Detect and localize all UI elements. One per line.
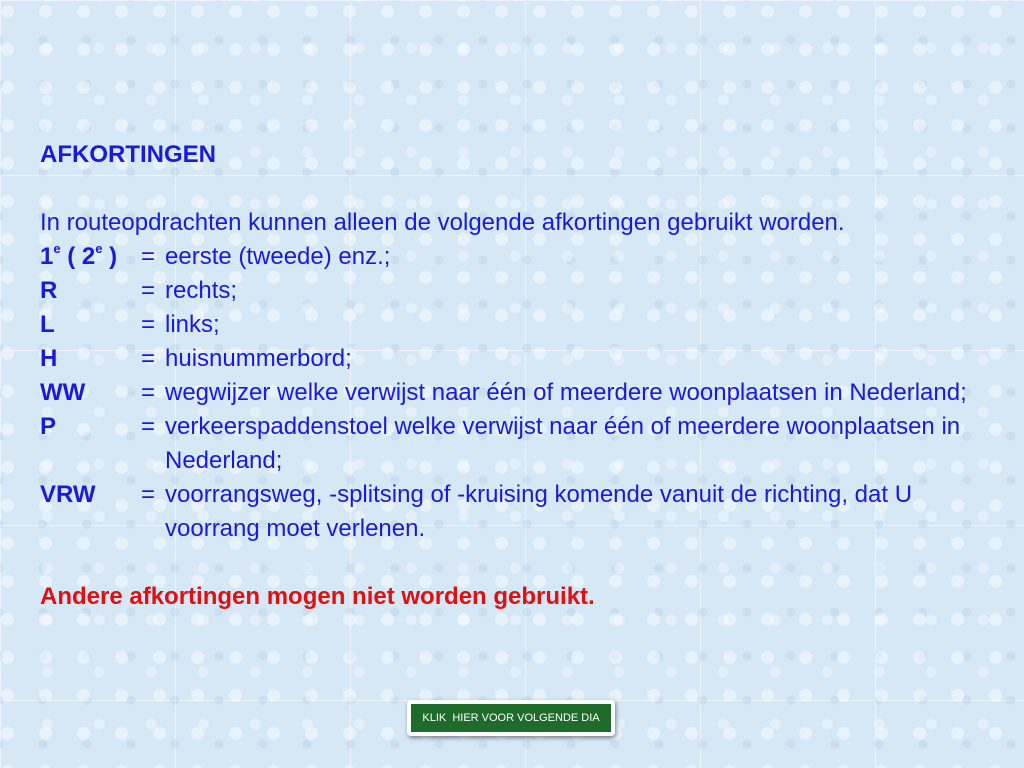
abbreviation-row [40,410,1010,478]
abbreviation-description: huisnummerbord; [165,345,352,372]
abbreviation-description: verkeerspaddenstoel welke verwijst naar één of meerdere woonplaatsen in Nederland; [165,413,961,474]
abbreviation-row [40,240,1010,274]
equals-sign: = [141,379,156,406]
abbreviation-row [40,274,1010,308]
abbreviation-row [40,308,1010,342]
next-slide-button[interactable] [407,700,615,736]
abbreviation-description: rechts; [165,277,238,304]
abbreviation-description: voorrangsweg, -splitsing of -kruising komende vanuit de richting, dat U voorrang moet verlenen. [165,481,913,542]
abbreviation-code [40,240,141,274]
abbreviation-code: WW [40,379,86,406]
next-slide-button-label: KLIK HIER VOOR VOLGENDE DIA [411,704,611,732]
equals-sign: = [141,243,156,270]
abbreviation-description: wegwijzer welke verwijst naar één of meerdere woonplaatsen in Nederland; [165,379,967,406]
equals-sign: = [141,345,156,372]
intro-text: In routeopdrachten kunnen alleen de volgende afkortingen gebruikt worden. [40,209,845,236]
equals-sign: = [141,277,156,304]
code-part: ( 2 [60,243,96,270]
code-superscript: e [53,241,61,256]
abbreviation-code: P [40,413,57,440]
abbreviation-code: VRW [40,481,96,508]
equals-sign: = [141,311,156,338]
abbreviation-code: R [40,277,58,304]
abbreviation-row [40,376,1010,410]
abbreviation-description: links; [165,311,220,338]
abbreviation-code: L [40,311,55,338]
abbreviation-row [40,342,1010,376]
code-part: 1 [40,243,54,270]
code-superscript: e [95,241,103,256]
abbreviation-description: eerste (tweede) enz.; [165,243,391,270]
abbreviation-row [40,478,1010,546]
code-part: ) [102,243,118,270]
equals-sign: = [141,413,156,440]
warning-text: Andere afkortingen mogen niet worden gebruikt. [40,583,595,610]
equals-sign: = [141,481,156,508]
slide-title: AFKORTINGEN [40,141,216,168]
abbreviation-code: H [40,345,58,372]
slide-content [40,138,1010,614]
